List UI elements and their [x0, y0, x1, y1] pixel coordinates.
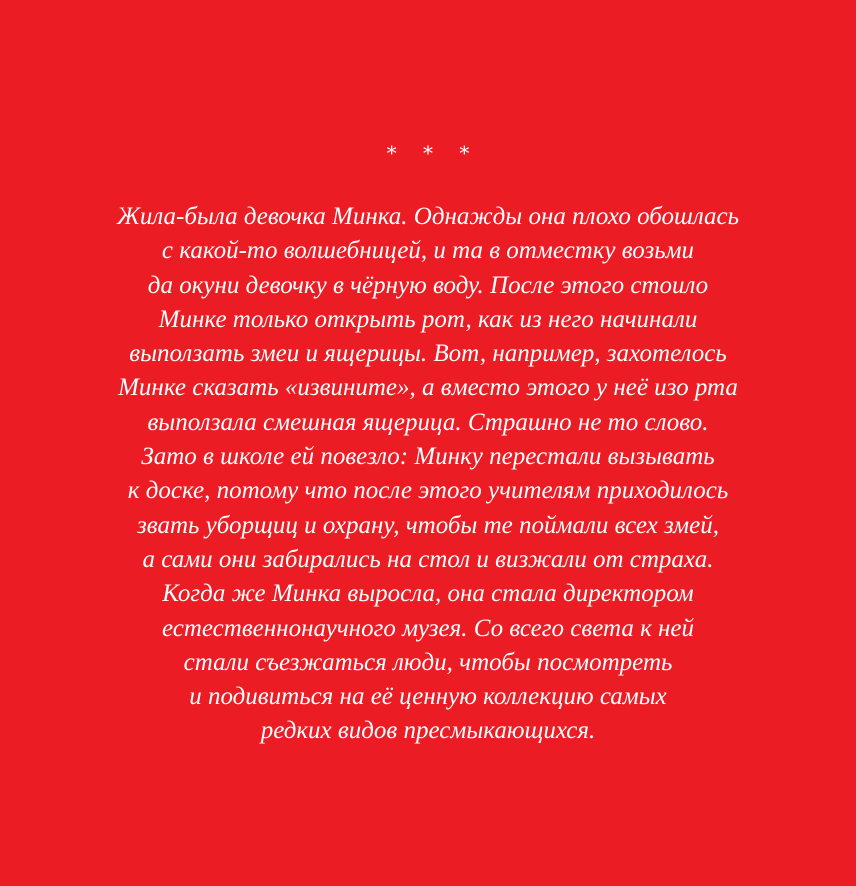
- story-paragraph: [0, 200, 856, 749]
- text-line: выползать змеи и ящерицы. Вот, например, захотелось: [129, 340, 727, 368]
- text-line: Минке сказать «извините», а вместо этого у неё изо рта: [118, 374, 738, 402]
- text-line: естественнонаучного музея. Со всего света к ней: [161, 614, 695, 642]
- text-line: стали съезжаться люди, чтобы посмотреть: [183, 648, 673, 676]
- text-line: а сами они забирались на стол и визжали от страха.: [142, 545, 714, 573]
- text-line: Когда же Минка выросла, она стала директором: [162, 580, 694, 608]
- text-line: звать уборщиц и охрану, чтобы те поймали всех змей,: [137, 511, 719, 539]
- text-line: к доске, потому что после этого учителям приходилось: [127, 477, 729, 505]
- text-line: выползала смешная ящерица. Страшно не то слово.: [147, 408, 709, 436]
- text-line: Зато в школе ей повезло: Минку перестали вызывать: [141, 443, 715, 471]
- text-line: Минке только открыть рот, как из него начинали: [158, 305, 698, 333]
- section-separator: * * *: [386, 141, 480, 165]
- text-line: и подивиться на её ценную коллекцию самых: [189, 683, 667, 711]
- text-line: с какой-то волшебницей, и та в отместку возьми: [161, 237, 695, 265]
- text-line: Жила-была девочка Минка. Однажды она плохо обошлась: [116, 203, 740, 230]
- text-line: да окуни девочку в чёрную воду. После этого стоило: [147, 271, 709, 299]
- text-line: редких видов пресмыкающихся.: [260, 717, 596, 745]
